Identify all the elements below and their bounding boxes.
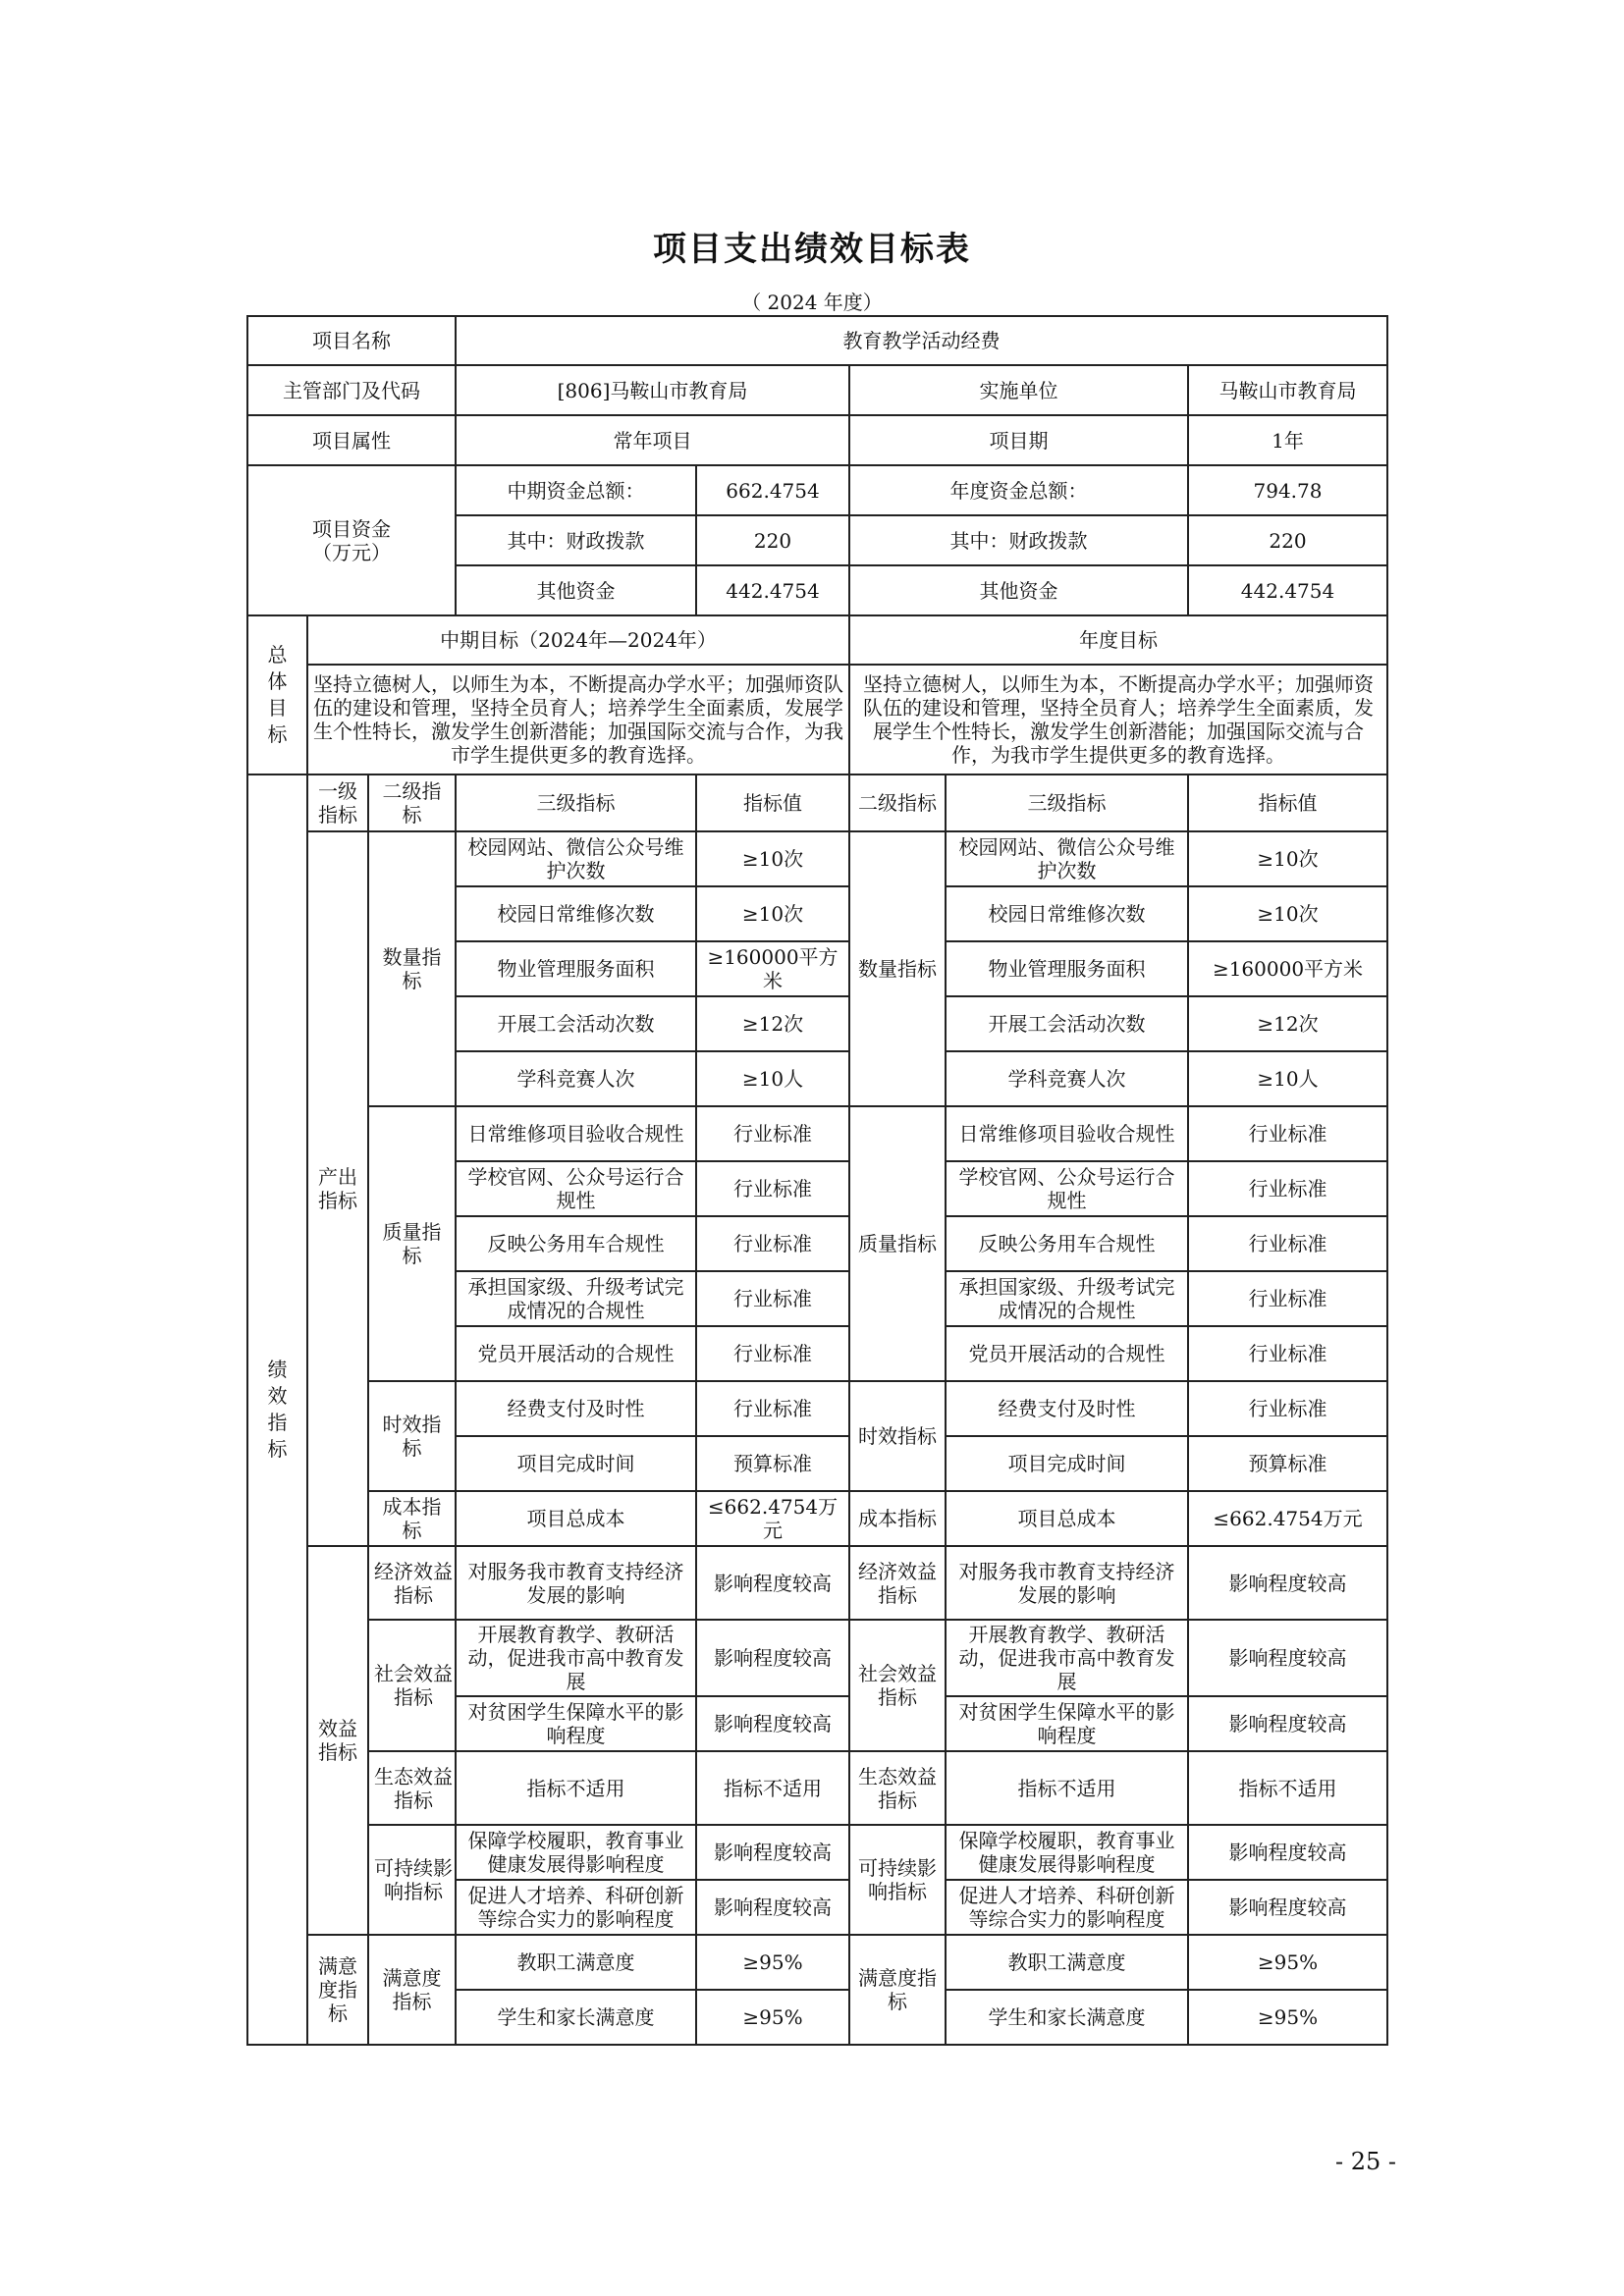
value-year: ≥10人 [1188,1051,1387,1106]
label-mid-goal: 中期目标（2024年—2024年） [307,615,849,665]
indicator-mid: 保障学校履职，教育事业健康发展得影响程度 [456,1825,696,1880]
level2-social-mid: 社会效益指标 [368,1620,456,1751]
row-dept [247,365,1387,415]
value-year: ≥10次 [1188,886,1387,941]
indicator-mid: 项目总成本 [456,1491,696,1546]
row-goal-content [247,665,1387,774]
value-year: 行业标准 [1188,1106,1387,1161]
level2-satisfaction-mid: 满意度指标 [368,1935,456,2045]
value-mid: 行业标准 [696,1326,849,1381]
level2-quality-year: 质量指标 [849,1106,946,1381]
level2-quantity-mid: 数量指标 [368,831,456,1106]
impl-unit-value: 马鞍山市教育局 [1188,365,1387,415]
header-level2-mid: 二级指标 [368,774,456,831]
value-mid: 影响程度较高 [696,1546,849,1620]
value-mid: 指标不适用 [696,1751,849,1825]
row-project-name [247,316,1387,365]
value-year: 影响程度较高 [1188,1696,1387,1751]
indicator-mid: 日常维修项目验收合规性 [456,1106,696,1161]
value-mid: 影响程度较高 [696,1620,849,1696]
indicator-year: 反映公务用车合规性 [946,1216,1188,1271]
label-project-name: 项目名称 [247,316,456,365]
label-year-total: 年度资金总额： [849,465,1188,515]
value-mid: ≥95% [696,1935,849,1990]
label-mid-other: 其他资金 [456,565,696,615]
mid-total-value: 662.4754 [696,465,849,515]
level1-benefit: 效益指标 [307,1546,368,1935]
value-mid: 影响程度较高 [696,1880,849,1935]
level2-cost-mid: 成本指标 [368,1491,456,1546]
level2-quantity-year: 数量指标 [849,831,946,1106]
row-goal-headers [247,615,1387,665]
dept-value: [806]马鞍山市教育局 [456,365,849,415]
indicator-year: 承担国家级、升级考试完成情况的合规性 [946,1271,1188,1326]
label-funds: 项目资金（万元） [247,465,456,615]
level1-satisfaction: 满意度指标 [307,1935,368,2045]
label-period: 项目期 [849,415,1188,465]
value-year: ≤662.4754万元 [1188,1491,1387,1546]
indicator-mid: 开展教育教学、教研活动，促进我市高中教育发展 [456,1620,696,1696]
indicator-year: 保障学校履职，教育事业健康发展得影响程度 [946,1825,1188,1880]
year-total-value: 794.78 [1188,465,1387,515]
value-year: ≥95% [1188,1990,1387,2045]
label-dept: 主管部门及代码 [247,365,456,415]
label-attr: 项目属性 [247,415,456,465]
value-year: 指标不适用 [1188,1751,1387,1825]
value-mid: ≥10次 [696,831,849,886]
indicator-year: 经费支付及时性 [946,1381,1188,1436]
value-year: 影响程度较高 [1188,1880,1387,1935]
indicator-year: 指标不适用 [946,1751,1188,1825]
label-year-goal: 年度目标 [849,615,1387,665]
table-row [247,1546,1387,1620]
indicator-year: 开展教育教学、教研活动，促进我市高中教育发展 [946,1620,1188,1696]
page-title: 项目支出绩效目标表 [653,230,971,269]
value-year: 影响程度较高 [1188,1620,1387,1696]
level2-economic-mid: 经济效益指标 [368,1546,456,1620]
value-mid: ≥10人 [696,1051,849,1106]
indicator-year: 教职工满意度 [946,1935,1188,1990]
indicator-mid: 物业管理服务面积 [456,941,696,996]
table-row [247,1935,1387,1990]
table-row [247,1106,1387,1161]
value-mid: 行业标准 [696,1106,849,1161]
value-year: 预算标准 [1188,1436,1387,1491]
level2-sustainable-mid: 可持续影响指标 [368,1825,456,1935]
value-mid: 预算标准 [696,1436,849,1491]
indicator-year: 校园网站、微信公众号维护次数 [946,831,1188,886]
indicator-year: 学生和家长满意度 [946,1990,1188,2045]
value-year: 行业标准 [1188,1271,1387,1326]
indicator-year: 开展工会活动次数 [946,996,1188,1051]
value-year: ≥12次 [1188,996,1387,1051]
indicator-year: 项目总成本 [946,1491,1188,1546]
value-mid: ≥12次 [696,996,849,1051]
table-row [247,1751,1387,1825]
indicator-year: 促进人才培养、科研创新等综合实力的影响程度 [946,1880,1188,1935]
indicator-mid: 项目完成时间 [456,1436,696,1491]
indicator-mid: 促进人才培养、科研创新等综合实力的影响程度 [456,1880,696,1935]
mid-other-value: 442.4754 [696,565,849,615]
indicator-year: 校园日常维修次数 [946,886,1188,941]
level2-social-year: 社会效益指标 [849,1620,946,1751]
period-value: 1年 [1188,415,1387,465]
indicator-mid: 承担国家级、升级考试完成情况的合规性 [456,1271,696,1326]
page-number: - 25 - [1335,2148,1397,2175]
level1-output: 产出指标 [307,831,368,1546]
indicator-mid: 开展工会活动次数 [456,996,696,1051]
value-mid: 影响程度较高 [696,1825,849,1880]
value-year: ≥160000平方米 [1188,941,1387,996]
value-mid: 行业标准 [696,1161,849,1216]
header-level3-year: 三级指标 [946,774,1188,831]
indicator-mid: 党员开展活动的合规性 [456,1326,696,1381]
table-row [247,1381,1387,1436]
value-mid: ≥160000平方米 [696,941,849,996]
indicator-mid: 学生和家长满意度 [456,1990,696,2045]
indicator-mid: 校园网站、微信公众号维护次数 [456,831,696,886]
indicator-mid: 学科竞赛人次 [456,1051,696,1106]
value-year: 行业标准 [1188,1161,1387,1216]
label-year-other: 其他资金 [849,565,1188,615]
level2-ecological-year: 生态效益指标 [849,1751,946,1825]
indicator-mid: 校园日常维修次数 [456,886,696,941]
header-value-year: 指标值 [1188,774,1387,831]
indicator-mid: 学校官网、公众号运行合规性 [456,1161,696,1216]
mid-fiscal-value: 220 [696,515,849,565]
year-other-value: 442.4754 [1188,565,1387,615]
level2-ecological-mid: 生态效益指标 [368,1751,456,1825]
level2-timeliness-year: 时效指标 [849,1381,946,1491]
label-mid-fiscal: 其中：财政拨款 [456,515,696,565]
indicator-year: 对贫困学生保障水平的影响程度 [946,1696,1188,1751]
indicator-year: 学校官网、公众号运行合规性 [946,1161,1188,1216]
label-perf-indicators: 绩效指标 [247,774,307,2045]
indicator-year: 项目完成时间 [946,1436,1188,1491]
value-year: 行业标准 [1188,1216,1387,1271]
attr-value: 常年项目 [456,415,849,465]
indicator-year: 党员开展活动的合规性 [946,1326,1188,1381]
indicator-mid: 教职工满意度 [456,1935,696,1990]
header-value-mid: 指标值 [696,774,849,831]
indicator-mid: 对贫困学生保障水平的影响程度 [456,1696,696,1751]
level2-quality-mid: 质量指标 [368,1106,456,1381]
value-mid: ≥10次 [696,886,849,941]
performance-table [246,315,1388,2046]
value-mid: ≤662.4754万元 [696,1491,849,1546]
year-goal-text: 坚持立德树人，以师生为本，不断提高办学水平；加强师资队伍的建设和管理，坚持全员育人；培养学生全面素质，发展学生个性特长，激发学生创新潜能；加强国际交流与合作，为我市学生提供更多的教育选择。 [849,665,1387,774]
value-year: 行业标准 [1188,1326,1387,1381]
indicator-mid: 对服务我市教育支持经济发展的影响 [456,1546,696,1620]
indicator-year: 物业管理服务面积 [946,941,1188,996]
indicator-year: 对服务我市教育支持经济发展的影响 [946,1546,1188,1620]
value-mid: 行业标准 [696,1216,849,1271]
row-attr [247,415,1387,465]
value-year: 行业标准 [1188,1381,1387,1436]
indicator-mid: 经费支付及时性 [456,1381,696,1436]
level2-economic-year: 经济效益指标 [849,1546,946,1620]
header-level1: 一级指标 [307,774,368,831]
indicator-year: 学科竞赛人次 [946,1051,1188,1106]
value-year: 影响程度较高 [1188,1546,1387,1620]
label-year-fiscal: 其中：财政拨款 [849,515,1188,565]
label-impl-unit: 实施单位 [849,365,1188,415]
label-mid-total: 中期资金总额： [456,465,696,515]
value-year: ≥10次 [1188,831,1387,886]
indicator-mid: 指标不适用 [456,1751,696,1825]
header-level2-year: 二级指标 [849,774,946,831]
value-mid: 影响程度较高 [696,1696,849,1751]
table-row [247,1620,1387,1696]
mid-goal-text: 坚持立德树人，以师生为本，不断提高办学水平；加强师资队伍的建设和管理，坚持全员育人；培养学生全面素质，发展学生个性特长，激发学生创新潜能；加强国际交流与合作，为我市学生提供更多的教育选择。 [307,665,849,774]
table-row [247,831,1387,886]
table-row [247,1491,1387,1546]
table-row [247,1825,1387,1880]
level2-satisfaction-year: 满意度指标 [849,1935,946,2045]
value-mid: 行业标准 [696,1381,849,1436]
label-overall-goal: 总体目标 [247,615,307,774]
level2-sustainable-year: 可持续影响指标 [849,1825,946,1935]
indicator-mid: 反映公务用车合规性 [456,1216,696,1271]
year-label: （ 2024 年度） [741,291,883,314]
value-mid: ≥95% [696,1990,849,2045]
row-funds-total [247,465,1387,515]
project-name-value: 教育教学活动经费 [456,316,1387,365]
value-year: ≥95% [1188,1935,1387,1990]
header-level3-mid: 三级指标 [456,774,696,831]
row-indicator-headers [247,774,1387,831]
level2-cost-year: 成本指标 [849,1491,946,1546]
value-mid: 行业标准 [696,1271,849,1326]
level2-timeliness-mid: 时效指标 [368,1381,456,1491]
year-fiscal-value: 220 [1188,515,1387,565]
indicator-year: 日常维修项目验收合规性 [946,1106,1188,1161]
value-year: 影响程度较高 [1188,1825,1387,1880]
